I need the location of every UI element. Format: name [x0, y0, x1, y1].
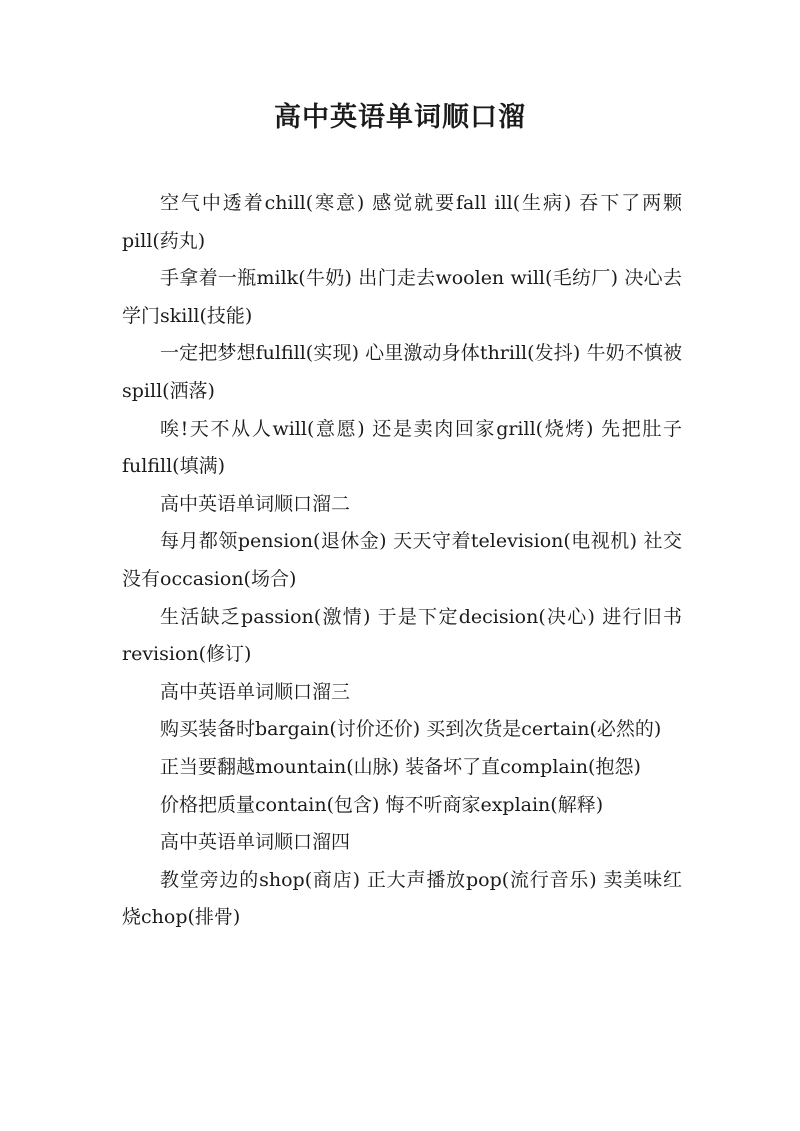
verse-paragraph: 正当要翻越mountain(山脉) 装备坏了直complain(抱怨) — [160, 755, 641, 778]
section-heading: 高中英语单词顺口溜四 — [160, 831, 351, 854]
section-heading: 高中英语单词顺口溜二 — [160, 492, 351, 515]
verse-paragraph: 生活缺乏passion(激情) 于是下定decision(决心) 进行旧书revision(修订) — [122, 605, 682, 666]
document-title: 高中英语单词顺口溜 — [274, 102, 526, 133]
verse-paragraph: 每月都领pension(退休金) 天天守着television(电视机) 社交没有occasion(场合) — [122, 530, 682, 590]
verse-paragraph: 购买装备时bargain(讨价还价) 买到次货是certain(必然的) — [160, 718, 662, 741]
verse-paragraph: 价格把质量contain(包含) 悔不听商家explain(解释) — [160, 793, 604, 816]
verse-paragraph: 教堂旁边的shop(商店) 正大声播放pop(流行音乐) 卖美味红烧chop(排骨) — [122, 868, 682, 929]
document-body — [122, 185, 682, 937]
verse-paragraph: 手拿着一瓶milk(牛奶) 出门走去woolen will(毛纺厂) 决心去学门skill(技能) — [122, 267, 682, 327]
verse-paragraph: 唉!天不从人will(意愿) 还是卖肉回家grill(烧烤) 先把肚子fulfill(填满) — [122, 417, 682, 478]
verse-paragraph: 空气中透着chill(寒意) 感觉就要fall ill(生病) 吞下了两颗pill(药丸) — [122, 192, 682, 252]
verse-paragraph: 一定把梦想fulfill(实现) 心里激动身体thrill(发抖) 牛奶不慎被spill(洒落) — [122, 342, 682, 402]
section-heading: 高中英语单词顺口溜三 — [160, 680, 351, 703]
